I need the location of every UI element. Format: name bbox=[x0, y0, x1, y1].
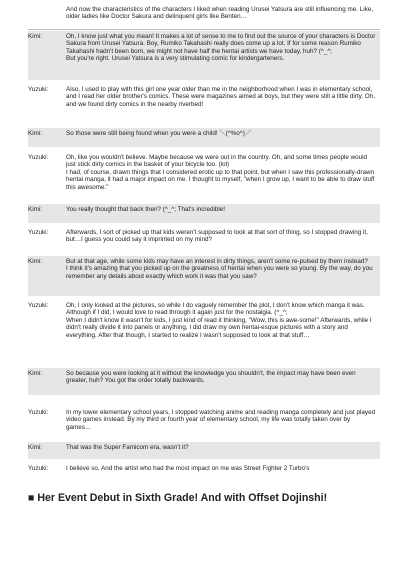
dialogue-text: Afterwards, I sort of picked up that kids weren't supposed to look at that sort of thing, so I stopped drawing it, but…I guess you could say it imprinted on my mind? bbox=[66, 229, 368, 244]
row-divider bbox=[28, 29, 380, 30]
dialogue-text: And now the characteristics of the characters I liked when reading Urusei Yatsura are still influencing me. Like, older ladies like Doctor Sakura and delinquent girls like Benten… bbox=[66, 6, 374, 21]
dialogue-row-2 bbox=[28, 31, 380, 80]
speaker-label: Yuzuki: bbox=[28, 465, 49, 472]
dialogue-text: Oh, like you wouldn't believe. Maybe because we were out in the country. Oh, and some times people would just stick dirty comics in the basket of your bicycle too. (lol) I had, of course, drawn things that I considered erotic up to that point, but when I saw this professionally-drawn hentai manga, it had a major impact on me. I thought to myself, "when I grow up, I want to be able to draw stuff this awesome." bbox=[66, 154, 375, 191]
dialogue-row-7 bbox=[28, 227, 380, 252]
speaker-label: Kimi: bbox=[28, 206, 42, 213]
speaker-label: Kimi: bbox=[28, 370, 42, 377]
dialogue-row-4 bbox=[28, 128, 380, 147]
dialogue-row-3 bbox=[28, 84, 380, 124]
speaker-label: Yuzuki: bbox=[28, 229, 49, 236]
dialogue-row-9 bbox=[28, 300, 380, 364]
speaker-label: Kimi: bbox=[28, 258, 42, 265]
speaker-label: Kimi: bbox=[28, 444, 42, 451]
section-heading: ■ Her Event Debut in Sixth Grade! And with Offset Dojinshi! bbox=[28, 492, 328, 504]
dialogue-text: In my lower elementary school years, I stopped watching anime and reading manga completely and just played video games instead. By my third or fourth year of elementary school, my life was totally taken over by games… bbox=[66, 409, 376, 431]
dialogue-text: So because you were looking at it without the knowledge you shouldn't, the impact may have been even greater, huh? You got the order totally backwards. bbox=[66, 370, 356, 385]
dialogue-row-5 bbox=[28, 152, 380, 200]
dialogue-text: So those were still being found when you were a child! ＼(^%o^)／ bbox=[66, 130, 252, 137]
dialogue-text: But at that age, while some kids may have an interest in dirty things, aren't some re-pulsed by them instead? I think it's amazing that you picked up on the greatness of hentai when you were so young. By the way, do you remember any details about exactly which work it was that you saw? bbox=[66, 258, 373, 280]
speaker-label: Kimi: bbox=[28, 33, 42, 40]
dialogue-row-1 bbox=[28, 4, 380, 28]
dialogue-row-6 bbox=[28, 204, 380, 223]
dialogue-row-12 bbox=[28, 442, 380, 459]
speaker-label: Yuzuki: bbox=[28, 86, 49, 93]
dialogue-text: I believe so. And the artist who had the most impact on me was Street Fighter 2 Turbo's bbox=[66, 465, 310, 472]
dialogue-row-8 bbox=[28, 256, 380, 296]
speaker-label: Yuzuki: bbox=[28, 302, 49, 309]
dialogue-text: You really thought that back then? (^_^; That's incredible! bbox=[66, 206, 226, 213]
dialogue-text: Oh, I know just what you mean! It makes a lot of sense to me to find out the source of your characters is Doctor Sakura from Urusei Yatsura. Boy, Rumiko Takahashi really does come up a lot. If for some reason Rumiko Takahashi hadn't been born, we might not have half the hentai artists we have today, huh? (^_^; But you're right. Urusei Yatsura is a very stimulating comic for kindergarteners. bbox=[66, 33, 376, 63]
speaker-label bbox=[28, 4, 66, 28]
dialogue-text: Also, I used to play with this girl one year older than me in the neighborhood when I was in elementary school, and I read her older brother's comics. These were magazines aimed at boys, but they were still a little dirty. Oh, and we found dirty comics in the nearby riverbed! bbox=[66, 86, 375, 108]
speaker-label: Yuzuki: bbox=[28, 154, 49, 161]
speaker-label: Kimi: bbox=[28, 130, 42, 137]
dialogue-row-13 bbox=[28, 463, 380, 480]
dialogue-row-11 bbox=[28, 407, 380, 439]
dialogue-text: That was the Super Famicom era, wasn't it? bbox=[66, 444, 189, 451]
dialogue-text: Oh, I only looked at the pictures, so while I do vaguely remember the plot, I don't know which manga it was. Although if I did, I would love to read through it again just for the nostalgia. (^_^; When I didn't know it wasn't for kids, I just kind of read it thinking, "Wow, this is awe-some!" Afterwards, while I didn't really divide it into panels or anything, I did draw my own hentai-esque pictures with a story and everything. After that though, I started to realize I wasn't supposed to look at that stuff… bbox=[66, 302, 372, 339]
speaker-label: Yuzuki: bbox=[28, 409, 49, 416]
dialogue-row-10 bbox=[28, 368, 380, 395]
